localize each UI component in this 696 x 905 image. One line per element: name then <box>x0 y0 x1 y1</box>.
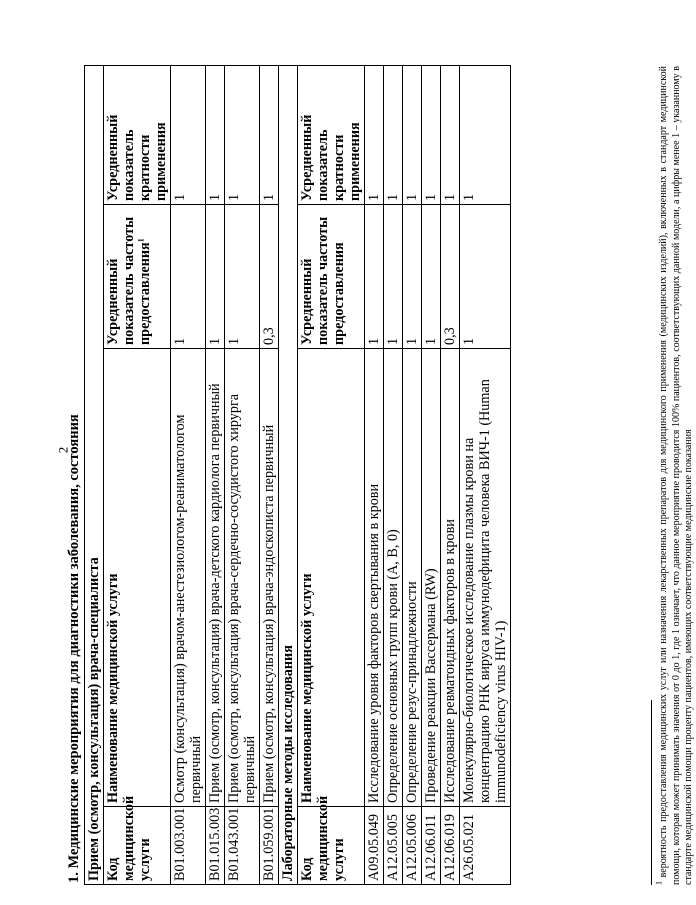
frequency-value: 0,3 <box>260 205 279 349</box>
column-header-name: Наименование медицинской услуги <box>104 349 171 807</box>
frequency-value: 1 <box>171 205 206 349</box>
table-row <box>384 65 403 884</box>
service-name: Исследование уровня факторов свертывания в крови <box>365 349 384 807</box>
multiplicity-value: 1 <box>365 65 384 204</box>
multiplicity-value: 1 <box>225 65 260 204</box>
service-code: A12.05.006 <box>403 807 422 885</box>
service-name: Молекулярно-биологическое исследование плазмы крови на концентрацию РНК вируса иммунодефицита человека ВИЧ-1 (Human immunodeficiency virus HIV-1) <box>460 349 511 807</box>
service-code: B01.003.001 <box>171 807 206 885</box>
footnote-marker: 1 <box>136 238 146 243</box>
multiplicity-value: 1 <box>403 65 422 204</box>
frequency-value: 0,3 <box>441 205 460 349</box>
multiplicity-value: 1 <box>460 65 511 204</box>
table-header-row <box>298 65 365 884</box>
table-row <box>422 65 441 884</box>
multiplicity-value: 1 <box>422 65 441 204</box>
service-code: B01.043.001 <box>225 807 260 885</box>
service-code: B01.015.003 <box>206 807 225 885</box>
frequency-value: 1 <box>460 205 511 349</box>
section-heading: 1. Медицинские мероприятия для диагностики заболевания, состояния <box>66 414 82 883</box>
multiplicity-value: 1 <box>260 65 279 204</box>
table-row <box>365 65 384 884</box>
column-header-name: Наименование медицинской услуги <box>298 349 365 807</box>
service-name: Исследование ревматоидных факторов в крови <box>441 349 460 807</box>
table-row <box>225 65 260 884</box>
multiplicity-value: 1 <box>171 65 206 204</box>
service-name: Определение резус-принадлежности <box>403 349 422 807</box>
table-row <box>403 65 422 884</box>
service-code: B01.059.001 <box>260 807 279 885</box>
multiplicity-value: 1 <box>384 65 403 204</box>
column-header-code: Код медицинской услуги <box>104 807 171 885</box>
frequency-value: 1 <box>365 205 384 349</box>
service-name: Проведение реакции Вассермана (RW) <box>422 349 441 807</box>
table-row <box>171 65 206 884</box>
multiplicity-value: 1 <box>441 65 460 204</box>
service-code: A12.05.005 <box>384 807 403 885</box>
service-name: Определение основных групп крови (A, B, 0) <box>384 349 403 807</box>
service-name: Осмотр (консультация) врачом-анестезиологом-реаниматологом первичный <box>171 349 206 807</box>
footnote-divider <box>651 700 652 885</box>
column-header-frequency-text: Усредненный показатель частоты предоставления <box>105 216 153 345</box>
footnote-text: вероятность предоставления медицинских услуг или назначения лекарственных препаратов для медицинского применения (медицинских изделий), включенных в стандарт медицинской помощи, которая может принимать значения от 0 до 1, где 1 означает, что данное мероприятие проводится 100% пациентов, соответствующих данной модели, а цифры менее 1 – указанному в стандарте медицинской помощи проценту пациентов, имеющих соответствующие медицинские показания <box>658 66 694 885</box>
frequency-value: 1 <box>206 205 225 349</box>
table-row <box>460 65 511 884</box>
multiplicity-value: 1 <box>206 65 225 204</box>
page-number: 2 <box>55 446 71 454</box>
footnote-marker: 1 <box>654 881 664 885</box>
service-name: Прием (осмотр, консультация) врача-эндоскописта первичный <box>260 349 279 807</box>
frequency-value: 1 <box>384 205 403 349</box>
service-code: A26.05.021 <box>460 807 511 885</box>
service-code: A09.05.049 <box>365 807 384 885</box>
table-section-title: Прием (осмотр, консультация) врача-специалиста <box>85 65 104 884</box>
frequency-value: 1 <box>422 205 441 349</box>
specialist-visits-table <box>84 65 511 885</box>
frequency-value: 1 <box>225 205 260 349</box>
frequency-value: 1 <box>403 205 422 349</box>
document-page <box>65 40 694 885</box>
column-header-multiplicity: Усредненный показатель кратности применения <box>298 65 365 204</box>
service-code: A12.06.011 <box>422 807 441 885</box>
service-name: Прием (осмотр, консультация) врача-детского кардиолога первичный <box>206 349 225 807</box>
service-name: Прием (осмотр, консультация) врача-сердечно-сосудистого хирурга первичный <box>225 349 260 807</box>
service-code: A12.06.019 <box>441 807 460 885</box>
column-header-frequency: Усредненный показатель частоты предоставления <box>298 205 365 349</box>
column-header-frequency <box>104 205 171 349</box>
footnote <box>654 66 696 885</box>
table-row <box>260 65 279 884</box>
column-header-multiplicity: Усредненный показатель кратности применения <box>104 65 171 204</box>
table-header-row <box>104 65 171 884</box>
table-row <box>441 65 460 884</box>
table-section-title: Лабораторные методы исследования <box>279 65 298 884</box>
column-header-code: Код медицинской услуги <box>298 807 365 885</box>
table-row <box>206 65 225 884</box>
